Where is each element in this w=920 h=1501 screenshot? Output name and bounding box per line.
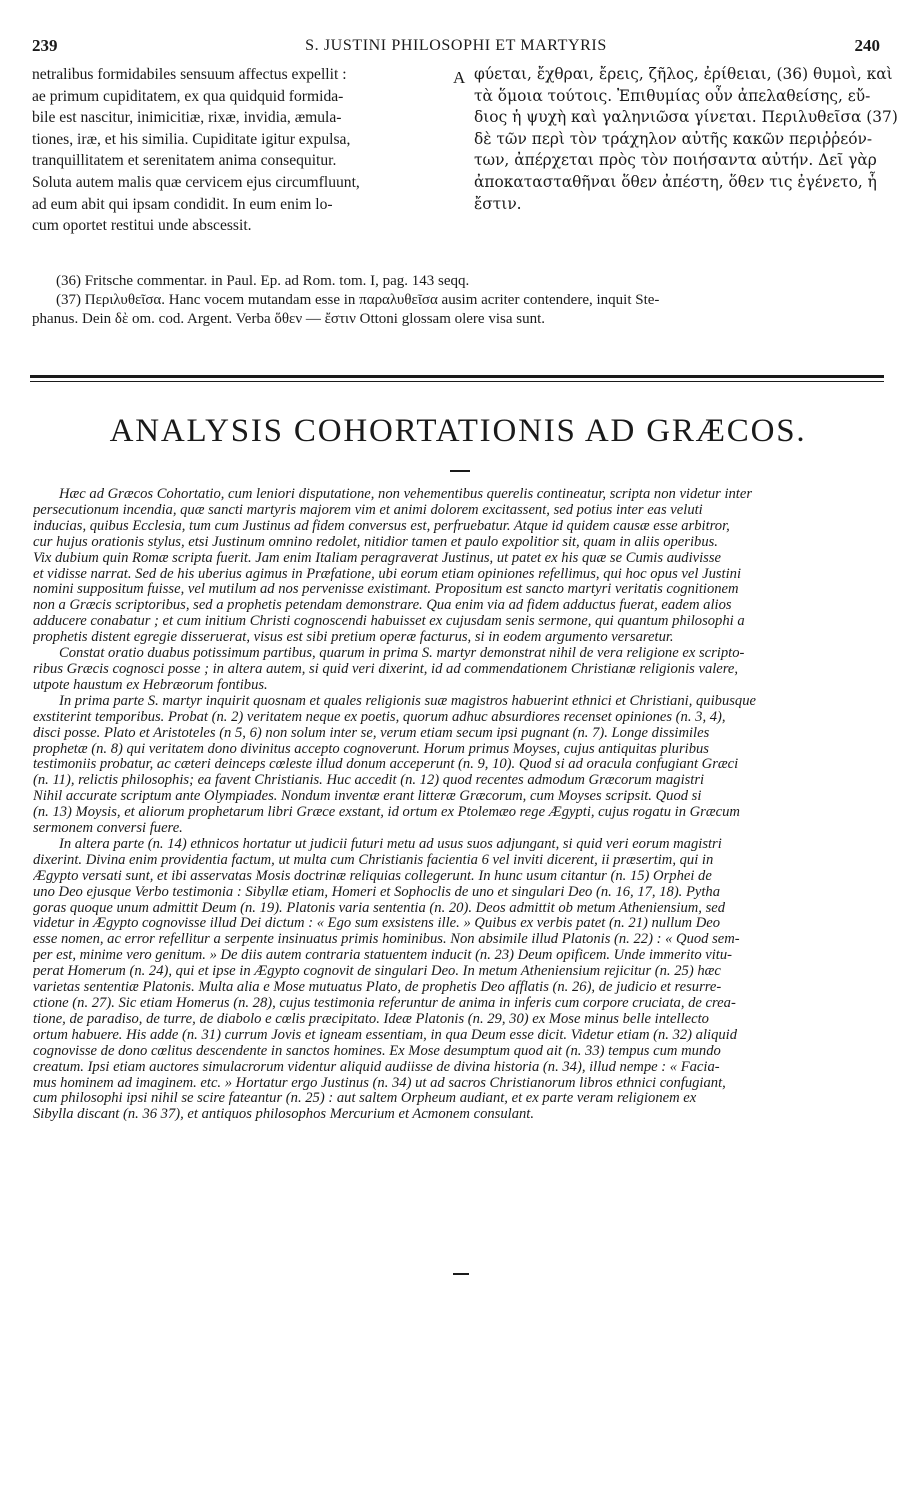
column-marker: A bbox=[453, 68, 466, 87]
page-number-left: 239 bbox=[32, 36, 58, 55]
analysis-line: perat Homerum (n. 24), qui et ipse in Ægypto cognovit de singulari Deo. In metum Atheniensium rejicitur (n. 25) hæc bbox=[33, 964, 721, 980]
analysis-line: In altera parte (n. 14) ethnicos hortatur ut judicii futuri metu ad usus suos adjungant, si quid veri eorum magistri bbox=[59, 836, 722, 852]
analysis-line: In prima parte S. martyr inquirit quosnam et quales religionis suæ magistros habuerint ethnici et Christiani, quibusque bbox=[59, 693, 756, 709]
analysis-line: adducere conabatur ; et cum initium Christi cognoscendi habuisset ex cujusdam senis sermone, qui quantum philosophi a bbox=[33, 614, 745, 630]
analysis-line: ribus Græcis cognosci posse ; in altera autem, si quid veri dixerint, id ad commendationem Christianæ religionis valere, bbox=[33, 661, 739, 677]
analysis-line: prophetæ (n. 8) qui veritatem dono divinitus accepto cognoverunt. Horum primus Moyses, cujus antiquitas pluribus bbox=[33, 741, 709, 757]
analysis-line: cognovisse de dono cœlitus descendente in sanctos homines. Ex Mose desumptum quod ait (n. 33) tempus cum mundo bbox=[33, 1043, 721, 1059]
latin-line: Soluta autem malis quæ cervicem ejus circumfluunt, bbox=[32, 173, 360, 191]
analysis-line: cum philosophi ipsi nihil se scire fateantur (n. 25) : aut saltem Orpheum audiant, et ex parte veram religionem ex bbox=[33, 1091, 697, 1107]
analysis-line: Vix dubium quin Romæ scripta fuerit. Jam enim Italiam peragraverat Justinus, ut patet ex his quæ se Cumis audivisse bbox=[33, 550, 722, 566]
parallel-columns bbox=[32, 64, 898, 254]
greek-line: διος ἡ ψυχὴ καὶ γαληνιῶσα γίνεται. Περιλυθεῖσα (37) bbox=[474, 108, 898, 127]
analysis-line: (n. 11), relictis philosophis; ea favent Christianis. Huc accedit (n. 12) quod recentes admodum Græcorum magistri bbox=[33, 773, 705, 789]
page-number-right: 240 bbox=[854, 36, 880, 55]
analysis-line: ortum habuere. His adde (n. 31) currum Jovis et igneam essentiam, in qua Deum esse dicit. Videtur etiam (n. 32) aliquid bbox=[33, 1027, 738, 1043]
analysis-line: persecutionum incendia, quæ sancti martyris majorem vim et animi dolorem excitassent, sed potius inter eas veluti bbox=[33, 502, 703, 518]
greek-column bbox=[474, 64, 898, 215]
analysis-line: (n. 13) Moysis, et aliorum prophetarum libri Græce exstant, id ortum ex Ptolemæo rege Ægypti, cujus rogatu in Græcum bbox=[33, 805, 740, 821]
title-dash bbox=[450, 470, 470, 472]
greek-line: ἔστιν. bbox=[474, 194, 522, 213]
greek-line: τὰ ὅμοια τούτοις. Ἐπιθυμίας οὖν ἀπελαθείσης, εὔ- bbox=[474, 86, 871, 105]
greek-line: δὲ τῶν περὶ τὸν τράχηλον αὐτῆς κακῶν περιῤῥεόν- bbox=[474, 129, 873, 148]
analysis-line: exstiterint temporibus. Probat (n. 2) veritatem neque ex poetis, quorum adhuc absurdiores recenset opiniones (n. 3, 4), bbox=[33, 709, 726, 725]
section-rule-thick bbox=[30, 375, 884, 378]
analysis-line: goras quoque unum admittit Deum (n. 19). Platonis varia sententia (n. 20). Deos admittit ob metum Atheniensium, sed bbox=[33, 900, 726, 916]
analysis-line: utpote haustum ex Hebræorum fontibus. bbox=[33, 677, 268, 693]
greek-line: των, ἀπέρχεται πρὸς τὸν ποιήσαντα αὐτήν. Δεῖ γὰρ bbox=[474, 151, 877, 170]
analysis-line: esse nomen, ac error refellitur a serpente insinuatus primis hominibus. Non absimile illud Platonis (n. 22) : « Quod sem- bbox=[33, 932, 740, 948]
analysis-line: ctione (n. 27). Sic etiam Homerus (n. 28), cujus testimonia referuntur de anima in inferis cum corpore cruciata, de crea- bbox=[33, 996, 736, 1011]
page-header bbox=[32, 36, 880, 60]
analysis-line: Nihil accurate scriptum ante Olympiades. Nondum inventæ erant litteræ Græcorum, cum Moyses scripsit. Quod si bbox=[33, 789, 702, 805]
analysis-line: dixerint. Divina enim providentia factum, ut multa cum Christianis facientia 6 vel inviti dicerent, ii præsertim, qui in bbox=[33, 852, 714, 868]
analysis-line: uno Deo ejusque Verbo testimonia : Sibyllæ etiam, Homeri et Sophoclis de uno et singulari Deo (n. 16, 17, 18). Pytha bbox=[33, 884, 721, 900]
analysis-line: mus hominem ad imaginem. etc. » Hortatur ergo Justinus (n. 34) ut ad sacros Christianorum libros ethnici confugiant, bbox=[33, 1075, 726, 1091]
analysis-line: prophetis distent egregie disseruerat, visus est sibi pretium operæ facturus, si in eodem argumento versaretur. bbox=[33, 630, 674, 646]
footnote-37: (37) Περιλυθεῖσα. Hanc vocem mutandam esse in παραλυθεῖσα ausim acriter contendere, inquit Ste- bbox=[56, 292, 660, 308]
latin-column bbox=[32, 64, 447, 237]
analysis-line: varietas sententiæ Platonis. Multa alia e Mose mutuatus Plato, de prophetis Deo afflatis (n. 26), de judicio et resurre- bbox=[33, 980, 722, 996]
footnotes bbox=[32, 272, 884, 329]
section-rule-thin bbox=[30, 381, 884, 382]
analysis-line: et vidisse narrat. Sed de his uberius agimus in Præfatione, ubi eorum etiam opiniones refellimus, qui hoc opus vel Justini bbox=[33, 566, 742, 582]
analysis-line: inducias, quibus Ecclesia, tum cum Justinus ad fidem conversus est, perfruebatur. Atque id quidem causæ esse arbitror, bbox=[33, 518, 730, 534]
greek-line: ἀποκατασταθῆναι ὅθεν ἀπέστη, ὅθεν τις ἐγένετο, ἧ bbox=[474, 172, 877, 191]
latin-line: tranquillitatem et serenitatem anima consequitur. bbox=[32, 152, 337, 170]
greek-line: φύεται, ἔχθραι, ἔρεις, ζῆλος, ἐρίθειαι, (36) θυμοὶ, καὶ bbox=[474, 65, 893, 83]
latin-line: ae primum cupiditatem, ex qua quidquid formida- bbox=[32, 87, 344, 105]
latin-line: netralibus formidabiles sensuum affectus expellit : bbox=[32, 66, 347, 83]
analysis-line: Constat oratio duabus potissimum partibus, quarum in prima S. martyr demonstrat nihil de vera religione ex scripto- bbox=[59, 646, 745, 662]
analysis-line: Ægypto versati sunt, et ibi asservatas Mosis doctrinæ reliquias collegerunt. In hunc usum citantur (n. 15) Orphei de bbox=[33, 868, 712, 884]
analysis-line: tione, de paradiso, de turre, de diabolo e cœlis præcipitato. Ideæ Platonis (n. 29, 30) ex Mose minus belle intellecto bbox=[33, 1011, 709, 1027]
footnote-36: (36) Fritsche commentar. in Paul. Ep. ad Rom. tom. I, pag. 143 seqq. bbox=[56, 273, 470, 289]
footnote-37-continued: phanus. Dein δὲ om. cod. Argent. Verba ὅθεν — ἔστιν Ottoni glossam olere visa sunt. bbox=[32, 311, 546, 327]
latin-line: tiones, iræ, et his similia. Cupiditate igitur expulsa, bbox=[32, 130, 351, 148]
analysis-line: testimoniis probatur, ac cæteri deinceps cœleste illud donum acceperunt (n. 9, 10). Quod si ad oracula confugiant Græci bbox=[33, 757, 739, 773]
latin-line: bile est nascitur, inimicitiæ, rixæ, invidia, æmula- bbox=[32, 109, 342, 127]
analysis-line: creatum. Ipsi etiam auctores simulacrorum videntur aliquid audiisse de divina historia (n. 34), illud nempe : « Facia- bbox=[33, 1059, 720, 1075]
analysis-line: sermonem conversi fuere. bbox=[33, 821, 183, 837]
latin-line: cum oportet restitui unde abscessit. bbox=[32, 217, 252, 235]
analysis-line: videtur in Ægypto cognovisse illud Dei dictum : « Ego sum exsistens ille. » Quibus ex verbis patet (n. 21) nullum Deo bbox=[33, 916, 721, 932]
end-dash bbox=[453, 1273, 469, 1275]
latin-line: ad eum abit qui ipsam condidit. In eum enim lo- bbox=[32, 195, 333, 213]
running-title: S. JUSTINI PHILOSOPHI ET MARTYRIS bbox=[305, 37, 607, 54]
analysis-line: disci posse. Plato et Aristoteles (n 5, 6) non solum inter se, verum etiam secum ipsi pugnant (n. 7). Longe dissimiles bbox=[33, 725, 710, 741]
section-title: ANALYSIS COHORTATIONIS AD GRÆCOS. bbox=[109, 413, 807, 449]
analysis-line: non a Græcis scriptoribus, sed a prophetis petendam demonstrare. Qua enim via ad fidem adductus fuerat, eadem alios bbox=[33, 598, 732, 614]
analysis-line: cur hujus orationis stylus, etsi Justinum omnino redolet, nitidior tamen et paulo expolitior sit, quam in aliis operibus. bbox=[33, 534, 718, 550]
analysis-line: Hæc ad Græcos Cohortatio, cum leniori disputatione, non vehementibus querelis contineatur, scripta non videtur inter bbox=[59, 487, 753, 502]
analysis-line: Sibylla discant (n. 36 37), et antiquos philosophos Mercurium et Acmonem consulant. bbox=[33, 1107, 534, 1123]
analysis-line: nomini suppositum fuisse, vel mutilum ad nos pervenisse existimant. Propositum est sancto martyri veritatis cognitionem bbox=[33, 582, 739, 598]
analysis-text bbox=[33, 487, 883, 1123]
analysis-line: per est, minime vero genitum. » De diis autem contraria statuentem inducit (n. 23) Deum opificem. Unde immerito vitu- bbox=[33, 948, 733, 964]
